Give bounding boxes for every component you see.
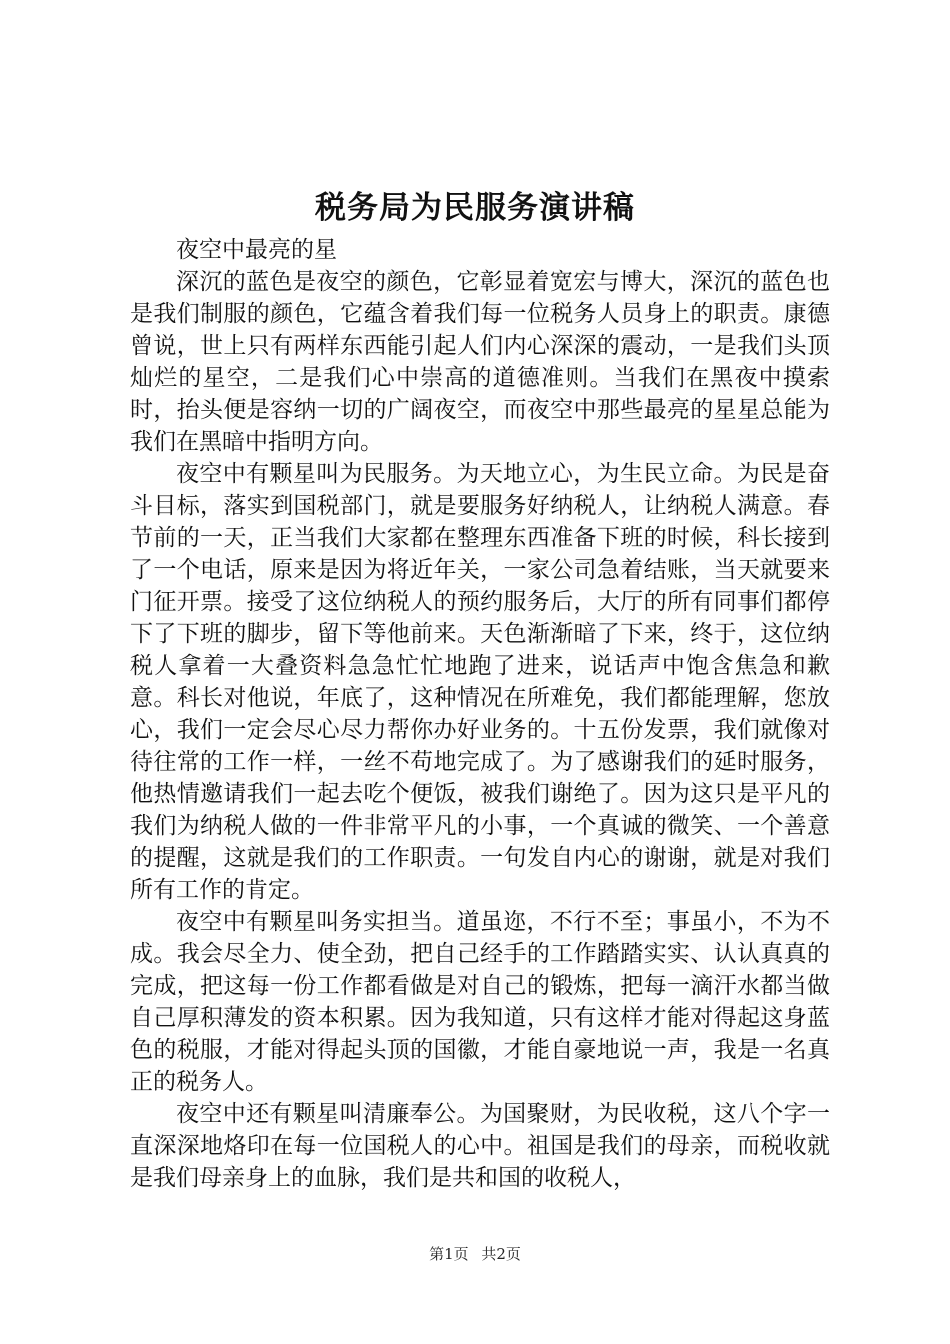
paragraph-integrity: 夜空中还有颗星叫清廉奉公。为国聚财，为民收税，这八个字一直深深地烙印在每一位国税人的心中。祖国是我们的母亲，而税收就是我们母亲身上的血脉，我们是共和国的收税人，	[130, 1101, 830, 1191]
paragraph-service: 夜空中有颗星叫为民服务。为天地立心，为生民立命。为民是奋斗目标，落实到国税部门，就是要服务好纳税人，让纳税人满意。春节前的一天，正当我们大家都在整理东西准备下班的时候，科长接到了一个电话，原来是因为将近年关，一家公司急着结账，当天就要来门征开票。接受了这位纳税人的预约服务后，大厅的所有同事们都停下了下班的脚步，留下等他前来。天色渐渐暗了下来，终于，这位纳税人拿着一大叠资料急急忙忙地跑了进来，说话声中饱含焦急和歉意。科长对他说，年底了，这种情况在所难免，我们都能理解，您放心，我们一定会尽心尽力帮你办好业务的。十五份发票，我们就像对待往常的工作一样，一丝不苟地完成了。为了感谢我们的延时服务，他热情邀请我们一起去吃个便饭，被我们谢绝了。因为这只是平凡的我们为纳税人做的一件非常平凡的小事，一个真诚的微笑、一个善意的提醒，这就是我们的工作职责。一句发自内心的谢谢，就是对我们所有工作的肯定。	[130, 461, 830, 903]
page-footer	[0, 1244, 950, 1264]
page-total: 共2页	[481, 1245, 521, 1263]
paragraph-pragmatic: 夜空中有颗星叫务实担当。道虽迩，不行不至；事虽小，不为不成。我会尽全力、使全劲，把自己经手的工作踏踏实实、认认真真的完成，把这每一份工作都看做是对自己的锻炼，把每一滴汗水都当做自己厚积薄发的资本积累。因为我知道，只有这样才能对得起这身蓝色的税服，才能对得起头顶的国徽，才能自豪地说一声，我是一名真正的税务人。	[130, 909, 830, 1095]
paragraph-subtitle: 夜空中最亮的星	[176, 237, 337, 263]
page-number: 第1页	[429, 1245, 469, 1263]
document-title: 税务局为民服务演讲稿	[315, 190, 635, 226]
document-body	[130, 234, 830, 1194]
paragraph-intro: 深沉的蓝色是夜空的颜色，它彰显着宽宏与博大，深沉的蓝色也是我们制服的颜色，它蕴含着我们每一位税务人员身上的职责。康德曾说，世上只有两样东西能引起人们内心深深的震动，一是我们头顶灿烂的星空，二是我们心中崇高的道德准则。当我们在黑夜中摸索时，抬头便是容纳一切的广阔夜空，而夜空中那些最亮的星星总能为我们在黑暗中指明方向。	[130, 269, 830, 455]
